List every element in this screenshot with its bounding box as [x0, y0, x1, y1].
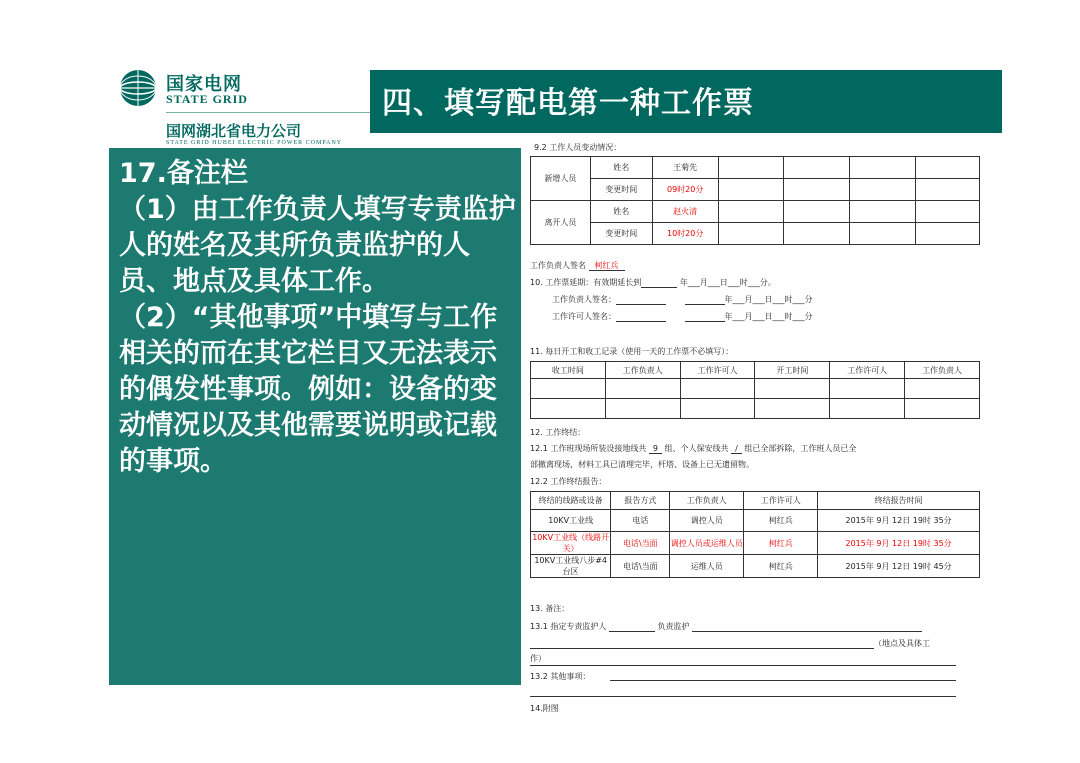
- divider: [530, 648, 874, 649]
- section-13-1-tail: （地点及具体工: [874, 639, 930, 648]
- section-13: 13. 备注：: [530, 604, 570, 613]
- section-11: 11. 每日开工和收工记录（使用一天的工作票不必填写）：: [530, 347, 734, 356]
- end-header: 工作负责人: [670, 492, 744, 510]
- table-row: 10KV工业线（线路开关） 电话\当面 调控人员或运维人员 柯红兵 2015年 9月 12日 19时 35分: [531, 532, 980, 555]
- section-12-1: 12.1 工作班现场所装设接地线共 9 组、个人保安线共 / 组已全部拆除，工作班人员已全: [530, 444, 857, 453]
- divider: [530, 665, 956, 666]
- daily-header: 工作负责人: [605, 362, 680, 379]
- section-12-2: 12.2 工作终结报告：: [530, 477, 607, 486]
- add-name-value: 王菊先: [652, 157, 718, 179]
- state-grid-logo: [118, 68, 358, 148]
- logo-name-en: STATE GRID: [166, 92, 248, 106]
- table-row: 10KV工业线 电话 调控人员 柯红兵 2015年 9月 12日 19时 35分: [531, 510, 980, 532]
- daily-record-table: [530, 361, 980, 419]
- logo-company-name-en: STATE GRID HUBEI ELECTRIC POWER COMPANY: [166, 140, 343, 146]
- extension-leader-signature: 工作负责人签名： 年___月___日___时___分: [552, 295, 813, 304]
- explanation-heading: 17.备注栏: [119, 158, 248, 189]
- explanation-para-2: （2）“其他事项”中填写与工作相关的而在其它栏目又无法表示的偶发性事项。例如：设备的变动情况以及其他需要说明或记载的事项。: [119, 302, 498, 477]
- daily-header: 开工时间: [755, 362, 830, 379]
- add-personnel-label: 新增人员: [531, 157, 591, 201]
- time-label: 变更时间: [590, 223, 652, 245]
- section-13-1-end: 作）: [530, 654, 546, 663]
- end-report-table: [530, 491, 980, 578]
- section-9-2: 9.2 工作人员变动情况：: [534, 143, 622, 152]
- extension-permit-signature: 工作许可人签名： 年___月___日___时___分: [552, 312, 813, 321]
- time-label: 变更时间: [590, 179, 652, 201]
- daily-header: 工作许可人: [830, 362, 905, 379]
- section-12: 12. 工作终结：: [530, 428, 586, 437]
- section-13-2: 13.2 其他事项：: [530, 672, 591, 681]
- leader-signature-value: 柯红兵: [589, 261, 625, 271]
- personnel-change-table: [530, 156, 980, 245]
- daily-header: 收工时间: [531, 362, 606, 379]
- page-title: 四、填写配电第一种工作票: [382, 86, 754, 121]
- leave-time-value: 10时20分: [652, 223, 718, 245]
- section-13-1: 13.1 指定专责监护人 负责监护: [530, 621, 922, 632]
- leave-name-value: 赵火清: [652, 201, 718, 223]
- explanation-panel: [109, 148, 521, 685]
- end-header: 报告方式: [611, 492, 670, 510]
- section-14: 14.附图: [530, 704, 559, 713]
- name-label: 姓名: [590, 201, 652, 223]
- state-grid-emblem-icon: [118, 68, 158, 108]
- explanation-text: [119, 156, 519, 480]
- work-ticket-document: [528, 140, 980, 720]
- end-header: 工作许可人: [744, 492, 818, 510]
- leader-signature-line: [530, 260, 625, 271]
- leader-signature-label: 工作负责人签名: [530, 261, 586, 270]
- explanation-para-1: （1）由工作负责人填写专责监护人的姓名及其所负责监护的人员、地点及具体工作。: [119, 194, 516, 297]
- logo-company-name: 国网湖北省电力公司: [166, 122, 302, 140]
- name-label: 姓名: [590, 157, 652, 179]
- add-time-value: 09时20分: [652, 179, 718, 201]
- divider: [610, 680, 956, 681]
- section-10: 10. 工作票延期：有效期延长到 年___月___日___时___分。: [530, 278, 776, 287]
- table-row: 10KV工业线八步#4台区 电话\当面 运维人员 柯红兵 2015年 9月 12日 19时 45分: [531, 555, 980, 578]
- end-header: 终结的线路或设备: [531, 492, 611, 510]
- daily-header: 工作负责人: [905, 362, 980, 379]
- logo-divider: [166, 112, 396, 113]
- title-bar: [370, 70, 1002, 133]
- end-header: 终结报告时间: [818, 492, 980, 510]
- section-12-1-cont: 部撤离现场，材料工具已清理完毕，杆塔、设备上已无遗留物。: [530, 460, 754, 469]
- leave-personnel-label: 离开人员: [531, 201, 591, 245]
- logo-name-cn: 国家电网: [166, 74, 242, 95]
- divider: [530, 696, 956, 697]
- daily-header: 工作许可人: [680, 362, 755, 379]
